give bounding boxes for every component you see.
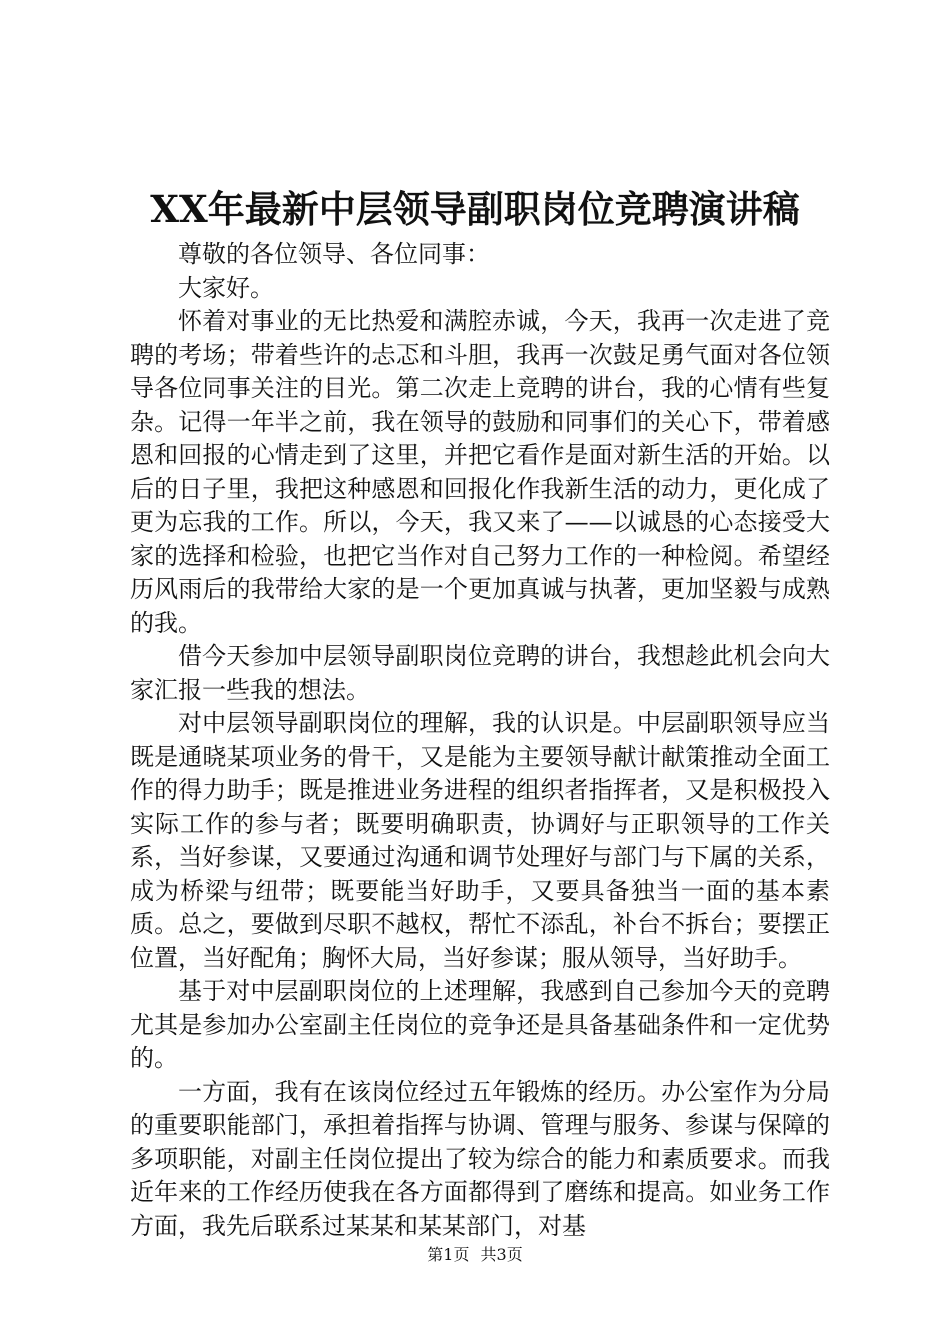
document-body bbox=[130, 238, 830, 1243]
salutation: 尊敬的各位领导、各位同事： bbox=[178, 240, 490, 268]
body-paragraph: 借今天参加中层领导副职岗位竞聘的讲台，我想趁此机会向大家汇报一些我的想法。 bbox=[130, 642, 830, 704]
body-paragraph: 对中层领导副职岗位的理解，我的认识是。中层副职领导应当既是通晓某项业务的骨干，又是能为主要领导献计献策推动全面工作的得力助手；既是推进业务进程的组织者指挥者，又是积极投入实际工作的参与者；既要明确职责，协调好与正职领导的工作关系，当好参谋，又要通过沟通和调节处理好与部门与下属的关系，成为桥梁与纽带；既要能当好助手，又要具备独当一面的基本素质。总之，要做到尽职不越权，帮忙不添乱，补台不拆台；要摆正位置，当好配角；胸怀大局，当好参谋；服从领导，当好助手。 bbox=[130, 709, 830, 972]
page-footer bbox=[0, 1244, 950, 1266]
document-title: XX年最新中层领导副职岗位竞聘演讲稿 bbox=[150, 187, 800, 231]
page-number: 第1页 bbox=[427, 1245, 470, 1264]
body-paragraph: 怀着对事业的无比热爱和满腔赤诚，今天，我再一次走进了竞聘的考场；带着些许的忐忑和斗胆，我再一次鼓足勇气面对各位领导各位同事关注的目光。第二次走上竞聘的讲台，我的心情有些复杂。记得一年半之前，我在领导的鼓励和同事们的关心下，带着感恩和回报的心情走到了这里，并把它看作是面对新生活的开始。以后的日子里，我把这种感恩和回报化作我新生活的动力，更化成了更为忘我的工作。所以，今天，我又来了——以诚恳的心态接受大家的选择和检验，也把它当作对自己努力工作的一种检阅。希望经历风雨后的我带给大家的是一个更加真诚与执著，更加坚毅与成熟的我。 bbox=[130, 307, 830, 637]
body-paragraph: 基于对中层副职岗位的上述理解，我感到自己参加今天的竞聘尤其是参加办公室副主任岗位的竞争还是具备基础条件和一定优势的。 bbox=[130, 977, 830, 1072]
greeting: 大家好。 bbox=[178, 273, 274, 302]
page-total: 共3页 bbox=[480, 1245, 523, 1264]
body-paragraph: 一方面，我有在该岗位经过五年锻炼的经历。办公室作为分局的重要职能部门，承担着指挥与协调、管理与服务、参谋与保障的多项职能，对副主任岗位提出了较为综合的能力和素质要求。而我近年来的工作经历使我在各方面都得到了磨练和提高。如业务工作方面，我先后联系过某某和某某部门，对基 bbox=[130, 1077, 830, 1240]
